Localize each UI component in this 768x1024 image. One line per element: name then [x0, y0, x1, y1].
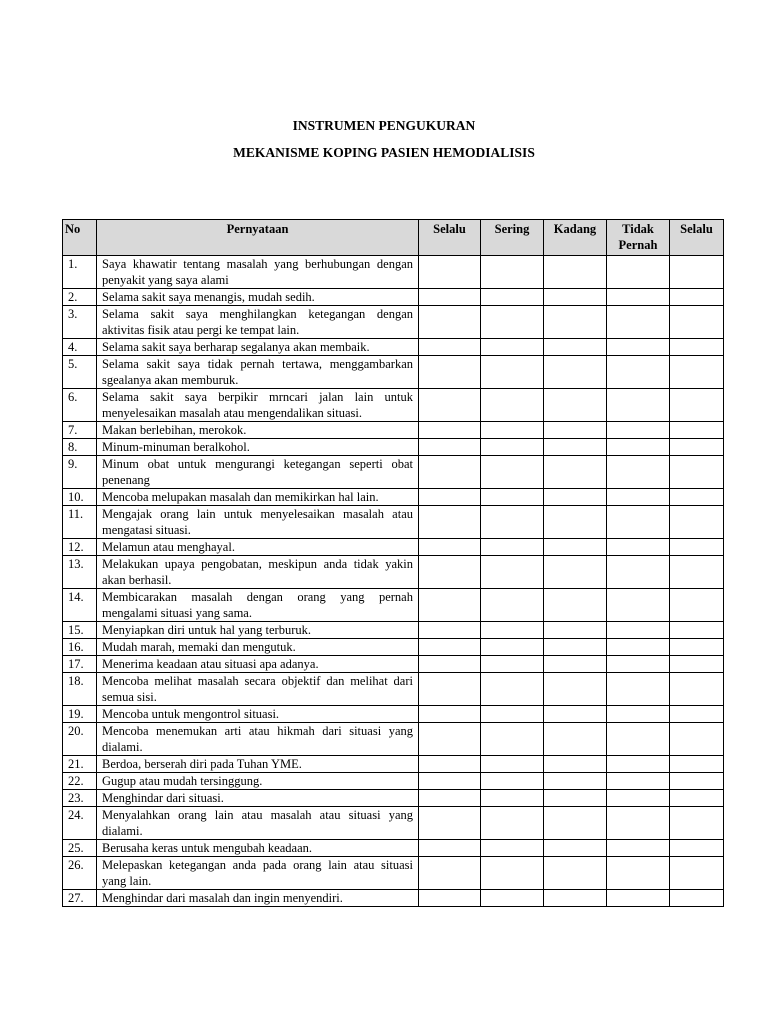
answer-tidak-pernah-cell[interactable] [607, 622, 670, 639]
answer-kadang-cell[interactable] [544, 622, 607, 639]
answer-tidak-pernah-cell[interactable] [607, 723, 670, 756]
header-kadang: Kadang [544, 220, 607, 256]
answer-kadang-cell[interactable] [544, 723, 607, 756]
statement-text: Menyiapkan diri untuk hal yang terburuk. [97, 622, 419, 639]
answer-kadang-cell[interactable] [544, 389, 607, 422]
title-line-1: INSTRUMEN PENGUKURAN [292, 118, 476, 133]
answer-kadang-cell[interactable] [544, 790, 607, 807]
row-number: 11. [63, 506, 97, 539]
statement-text: Menghindar dari masalah dan ingin menyendiri. [97, 890, 419, 907]
statement-text: Selama sakit saya menangis, mudah sedih. [97, 289, 419, 306]
header-selalu: Selalu [419, 220, 481, 256]
statement-text: Melakukan upaya pengobatan, meskipun anda tidak yakin akan berhasil. [97, 556, 419, 589]
table-row [63, 489, 724, 506]
answer-selalu-2-cell[interactable] [670, 389, 724, 422]
answer-sering-cell[interactable] [481, 656, 544, 673]
answer-tidak-pernah-cell[interactable] [607, 639, 670, 656]
answer-tidak-pernah-cell[interactable] [607, 857, 670, 890]
answer-selalu-2-cell[interactable] [670, 656, 724, 673]
answer-sering-cell[interactable] [481, 857, 544, 890]
row-number: 10. [63, 489, 97, 506]
row-number: 16. [63, 639, 97, 656]
answer-kadang-cell[interactable] [544, 289, 607, 306]
answer-sering-cell[interactable] [481, 673, 544, 706]
header-sering: Sering [481, 220, 544, 256]
answer-selalu-2-cell[interactable] [670, 422, 724, 439]
answer-selalu-2-cell[interactable] [670, 506, 724, 539]
answer-selalu-2-cell[interactable] [670, 622, 724, 639]
row-number: 2. [63, 289, 97, 306]
header-tidak-pernah: Tidak Pernah [607, 220, 670, 256]
answer-selalu-cell[interactable] [419, 807, 481, 840]
answer-tidak-pernah-cell[interactable] [607, 556, 670, 589]
answer-sering-cell[interactable] [481, 456, 544, 489]
answer-selalu-2-cell[interactable] [670, 589, 724, 622]
answer-selalu-cell[interactable] [419, 556, 481, 589]
answer-selalu-cell[interactable] [419, 857, 481, 890]
answer-selalu-2-cell[interactable] [670, 556, 724, 589]
answer-tidak-pernah-cell[interactable] [607, 489, 670, 506]
answer-selalu-2-cell[interactable] [670, 289, 724, 306]
table-row [63, 256, 724, 289]
answer-selalu-cell[interactable] [419, 356, 481, 389]
answer-selalu-cell[interactable] [419, 422, 481, 439]
answer-kadang-cell[interactable] [544, 356, 607, 389]
answer-selalu-2-cell[interactable] [670, 840, 724, 857]
answer-sering-cell[interactable] [481, 622, 544, 639]
answer-tidak-pernah-cell[interactable] [607, 673, 670, 706]
table-row [63, 456, 724, 489]
answer-selalu-cell[interactable] [419, 589, 481, 622]
answer-kadang-cell[interactable] [544, 489, 607, 506]
answer-sering-cell[interactable] [481, 389, 544, 422]
statement-text: Mencoba melihat masalah secara objektif dan melihat dari semua sisi. [97, 673, 419, 706]
table-row [63, 706, 724, 723]
answer-kadang-cell[interactable] [544, 306, 607, 339]
answer-kadang-cell[interactable] [544, 506, 607, 539]
row-number: 3. [63, 306, 97, 339]
answer-sering-cell[interactable] [481, 756, 544, 773]
statement-text: Makan berlebihan, merokok. [97, 422, 419, 439]
table-row [63, 539, 724, 556]
answer-selalu-2-cell[interactable] [670, 439, 724, 456]
answer-selalu-cell[interactable] [419, 506, 481, 539]
statement-text: Membicarakan masalah dengan orang yang pernah mengalami situasi yang sama. [97, 589, 419, 622]
statement-text: Minum-minuman beralkohol. [97, 439, 419, 456]
answer-selalu-2-cell[interactable] [670, 339, 724, 356]
answer-selalu-2-cell[interactable] [670, 356, 724, 389]
title-line-2: MEKANISME KOPING PASIEN HEMODIALISIS [233, 145, 535, 160]
answer-selalu-cell[interactable] [419, 656, 481, 673]
answer-tidak-pernah-cell[interactable] [607, 289, 670, 306]
row-number: 20. [63, 723, 97, 756]
row-number: 9. [63, 456, 97, 489]
answer-selalu-cell[interactable] [419, 456, 481, 489]
table-row [63, 756, 724, 773]
answer-selalu-2-cell[interactable] [670, 723, 724, 756]
answer-tidak-pernah-cell[interactable] [607, 890, 670, 907]
statement-text: Saya khawatir tentang masalah yang berhubungan dengan penyakit yang saya alami [97, 256, 419, 289]
answer-tidak-pernah-cell[interactable] [607, 256, 670, 289]
answer-kadang-cell[interactable] [544, 539, 607, 556]
answer-sering-cell[interactable] [481, 539, 544, 556]
answer-kadang-cell[interactable] [544, 756, 607, 773]
answer-selalu-2-cell[interactable] [670, 256, 724, 289]
answer-kadang-cell[interactable] [544, 256, 607, 289]
answer-kadang-cell[interactable] [544, 656, 607, 673]
table-row [63, 622, 724, 639]
answer-tidak-pernah-cell[interactable] [607, 339, 670, 356]
answer-selalu-cell[interactable] [419, 539, 481, 556]
statement-text: Gugup atau mudah tersinggung. [97, 773, 419, 790]
answer-selalu-2-cell[interactable] [670, 306, 724, 339]
answer-selalu-2-cell[interactable] [670, 756, 724, 773]
answer-sering-cell[interactable] [481, 706, 544, 723]
table-row [63, 339, 724, 356]
answer-tidak-pernah-cell[interactable] [607, 389, 670, 422]
statement-text: Selama sakit saya tidak pernah tertawa, menggambarkan sgealanya akan memburuk. [97, 356, 419, 389]
row-number: 26. [63, 857, 97, 890]
answer-tidak-pernah-cell[interactable] [607, 773, 670, 790]
answer-sering-cell[interactable] [481, 890, 544, 907]
answer-selalu-2-cell[interactable] [670, 673, 724, 706]
answer-selalu-cell[interactable] [419, 840, 481, 857]
answer-kadang-cell[interactable] [544, 773, 607, 790]
row-number: 7. [63, 422, 97, 439]
answer-selalu-cell[interactable] [419, 439, 481, 456]
answer-kadang-cell[interactable] [544, 456, 607, 489]
table-row [63, 439, 724, 456]
statement-text: Berusaha keras untuk mengubah keadaan. [97, 840, 419, 857]
statement-text: Selama sakit saya berpikir mrncari jalan lain untuk menyelesaikan masalah atau mengendalikan situasi. [97, 389, 419, 422]
answer-kadang-cell[interactable] [544, 890, 607, 907]
row-number: 5. [63, 356, 97, 389]
row-number: 12. [63, 539, 97, 556]
answer-tidak-pernah-cell[interactable] [607, 456, 670, 489]
table-row [63, 639, 724, 656]
answer-sering-cell[interactable] [481, 790, 544, 807]
answer-kadang-cell[interactable] [544, 589, 607, 622]
table-row [63, 306, 724, 339]
answer-sering-cell[interactable] [481, 506, 544, 539]
answer-sering-cell[interactable] [481, 723, 544, 756]
answer-selalu-cell[interactable] [419, 389, 481, 422]
answer-selalu-2-cell[interactable] [670, 706, 724, 723]
answer-tidak-pernah-cell[interactable] [607, 807, 670, 840]
answer-selalu-2-cell[interactable] [670, 890, 724, 907]
table-row [63, 289, 724, 306]
header-no: No [63, 220, 97, 256]
answer-sering-cell[interactable] [481, 556, 544, 589]
answer-kadang-cell[interactable] [544, 639, 607, 656]
statement-text: Berdoa, berserah diri pada Tuhan YME. [97, 756, 419, 773]
row-number: 22. [63, 773, 97, 790]
answer-sering-cell[interactable] [481, 356, 544, 389]
row-number: 15. [63, 622, 97, 639]
statement-text: Melepaskan ketegangan anda pada orang lain atau situasi yang lain. [97, 857, 419, 890]
answer-kadang-cell[interactable] [544, 422, 607, 439]
answer-selalu-2-cell[interactable] [670, 857, 724, 890]
row-number: 17. [63, 656, 97, 673]
header-selalu-2: Selalu [670, 220, 724, 256]
answer-selalu-2-cell[interactable] [670, 790, 724, 807]
statement-text: Selama sakit saya menghilangkan ketegangan dengan aktivitas fisik atau pergi ke tempat lain. [97, 306, 419, 339]
row-number: 23. [63, 790, 97, 807]
statement-text: Melamun atau menghayal. [97, 539, 419, 556]
table-row [63, 389, 724, 422]
answer-tidak-pernah-cell[interactable] [607, 306, 670, 339]
answer-sering-cell[interactable] [481, 639, 544, 656]
answer-selalu-2-cell[interactable] [670, 489, 724, 506]
row-number: 24. [63, 807, 97, 840]
answer-selalu-cell[interactable] [419, 489, 481, 506]
statement-text: Menerima keadaan atau situasi apa adanya. [97, 656, 419, 673]
row-number: 27. [63, 890, 97, 907]
answer-sering-cell[interactable] [481, 589, 544, 622]
answer-selalu-cell[interactable] [419, 256, 481, 289]
answer-tidak-pernah-cell[interactable] [607, 840, 670, 857]
answer-selalu-2-cell[interactable] [670, 807, 724, 840]
table-row [63, 790, 724, 807]
answer-sering-cell[interactable] [481, 439, 544, 456]
answer-sering-cell[interactable] [481, 306, 544, 339]
statement-text: Minum obat untuk mengurangi ketegangan seperti obat penenang [97, 456, 419, 489]
answer-tidak-pernah-cell[interactable] [607, 439, 670, 456]
answer-sering-cell[interactable] [481, 807, 544, 840]
header-pernyataan: Pernyataan [97, 220, 419, 256]
row-number: 4. [63, 339, 97, 356]
row-number: 21. [63, 756, 97, 773]
answer-tidak-pernah-cell[interactable] [607, 422, 670, 439]
statement-text: Mencoba untuk mengontrol situasi. [97, 706, 419, 723]
row-number: 8. [63, 439, 97, 456]
answer-sering-cell[interactable] [481, 289, 544, 306]
answer-selalu-2-cell[interactable] [670, 539, 724, 556]
answer-tidak-pernah-cell[interactable] [607, 706, 670, 723]
statement-text: Mengajak orang lain untuk menyelesaikan masalah atau mengatasi situasi. [97, 506, 419, 539]
answer-sering-cell[interactable] [481, 489, 544, 506]
answer-kadang-cell[interactable] [544, 840, 607, 857]
answer-tidak-pernah-cell[interactable] [607, 656, 670, 673]
answer-selalu-2-cell[interactable] [670, 773, 724, 790]
table-row [63, 589, 724, 622]
answer-tidak-pernah-cell[interactable] [607, 506, 670, 539]
answer-kadang-cell[interactable] [544, 339, 607, 356]
table-row [63, 356, 724, 389]
row-number: 25. [63, 840, 97, 857]
table-row [63, 556, 724, 589]
answer-selalu-cell[interactable] [419, 706, 481, 723]
answer-tidak-pernah-cell[interactable] [607, 539, 670, 556]
table-row [63, 656, 724, 673]
statement-text: Mencoba menemukan arti atau hikmah dari situasi yang dialami. [97, 723, 419, 756]
answer-selalu-cell[interactable] [419, 306, 481, 339]
table-row [63, 673, 724, 706]
answer-kadang-cell[interactable] [544, 439, 607, 456]
table-row [63, 857, 724, 890]
answer-selalu-cell[interactable] [419, 790, 481, 807]
answer-kadang-cell[interactable] [544, 857, 607, 890]
answer-selalu-cell[interactable] [419, 773, 481, 790]
answer-selalu-2-cell[interactable] [670, 639, 724, 656]
table-row [63, 422, 724, 439]
answer-selalu-2-cell[interactable] [670, 456, 724, 489]
row-number: 18. [63, 673, 97, 706]
statement-text: Menghindar dari situasi. [97, 790, 419, 807]
answer-kadang-cell[interactable] [544, 673, 607, 706]
row-number: 1. [63, 256, 97, 289]
statement-text: Menyalahkan orang lain atau masalah atau situasi yang dialami. [97, 807, 419, 840]
answer-tidak-pernah-cell[interactable] [607, 790, 670, 807]
answer-selalu-cell[interactable] [419, 673, 481, 706]
answer-tidak-pernah-cell[interactable] [607, 756, 670, 773]
answer-selalu-cell[interactable] [419, 723, 481, 756]
table-row [63, 773, 724, 790]
answer-sering-cell[interactable] [481, 339, 544, 356]
answer-selalu-cell[interactable] [419, 622, 481, 639]
table-row [63, 723, 724, 756]
answer-selalu-cell[interactable] [419, 890, 481, 907]
row-number: 14. [63, 589, 97, 622]
answer-sering-cell[interactable] [481, 422, 544, 439]
answer-selalu-cell[interactable] [419, 339, 481, 356]
table-row [63, 807, 724, 840]
answer-kadang-cell[interactable] [544, 556, 607, 589]
row-number: 19. [63, 706, 97, 723]
statement-text: Mudah marah, memaki dan mengutuk. [97, 639, 419, 656]
answer-selalu-cell[interactable] [419, 639, 481, 656]
answer-sering-cell[interactable] [481, 840, 544, 857]
answer-selalu-cell[interactable] [419, 756, 481, 773]
answer-kadang-cell[interactable] [544, 706, 607, 723]
questionnaire-table [62, 219, 724, 907]
answer-sering-cell[interactable] [481, 256, 544, 289]
table-row [63, 840, 724, 857]
table-row [63, 890, 724, 907]
answer-tidak-pernah-cell[interactable] [607, 589, 670, 622]
table-row [63, 506, 724, 539]
table-header-row [63, 220, 724, 256]
answer-tidak-pernah-cell[interactable] [607, 356, 670, 389]
answer-sering-cell[interactable] [481, 773, 544, 790]
row-number: 13. [63, 556, 97, 589]
answer-kadang-cell[interactable] [544, 807, 607, 840]
statement-text: Selama sakit saya berharap segalanya akan membaik. [97, 339, 419, 356]
answer-selalu-cell[interactable] [419, 289, 481, 306]
statement-text: Mencoba melupakan masalah dan memikirkan hal lain. [97, 489, 419, 506]
row-number: 6. [63, 389, 97, 422]
